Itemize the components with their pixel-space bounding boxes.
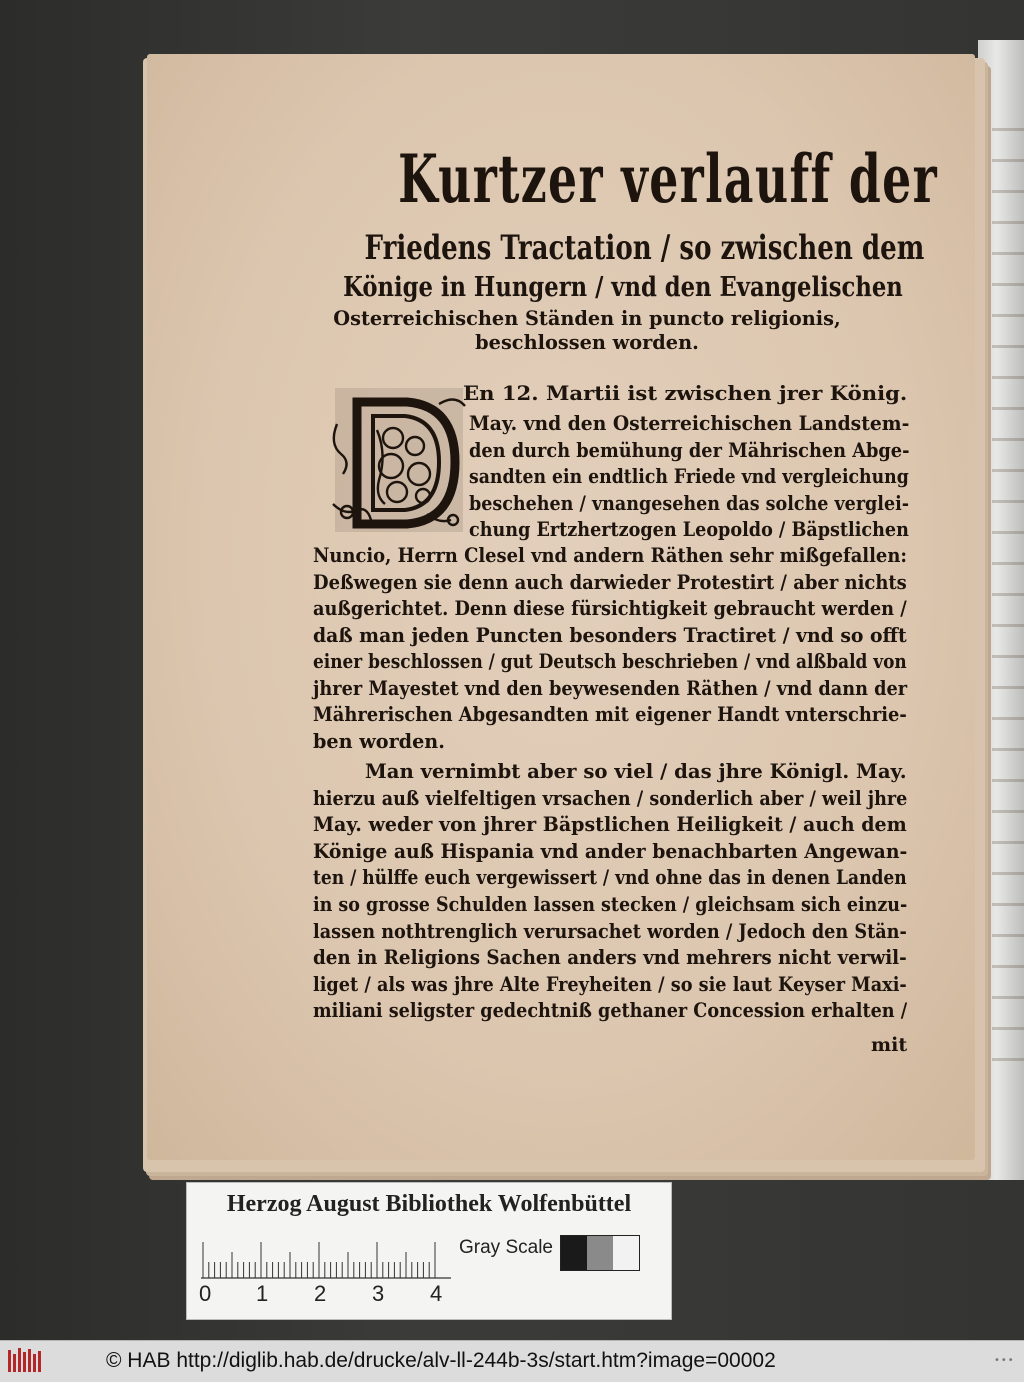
- swatch-white: [613, 1236, 639, 1270]
- gray-scale-swatches: [560, 1235, 640, 1271]
- ruler-number-3: 3: [372, 1281, 385, 1306]
- body-line: den durch bemühung der Mährischen Abge-: [469, 439, 910, 462]
- subtitle-line-2: Könige in Hungern / vnd den Evangelischen: [343, 272, 903, 303]
- catchword: mit: [871, 1034, 908, 1056]
- footer-bar: [0, 1340, 1024, 1382]
- body-line: Nuncio, Herrn Clesel vnd andern Räthen sehr mißgefallen:: [313, 544, 907, 567]
- ruler-number-0: 0: [199, 1281, 212, 1306]
- ruler-number-2: 2: [314, 1281, 327, 1306]
- body-line: außgerichtet. Denn diese fürsichtigkeit gebraucht werden /: [313, 597, 907, 620]
- body-line: beschehen / vnangesehen das solche verglei-: [469, 492, 910, 515]
- body-line: May. weder von jhrer Bäpstlichen Heiligkeit / auch dem: [313, 813, 907, 836]
- body-line: einer beschlossen / gut Deutsch beschrieben / vnd alßbald von: [313, 650, 907, 673]
- subtitle-line-4: beschlossen worden.: [475, 330, 699, 354]
- decorated-initial-d-icon: [327, 384, 471, 536]
- page-print: [147, 54, 975, 1160]
- body-line: miliani seligster gedechtniß gethaner Concession erhalten /: [313, 999, 908, 1022]
- body-line: May. vnd den Osterreichischen Landstem-: [469, 412, 910, 435]
- subtitle-line-1: Friedens Tractation / so zwischen dem: [364, 228, 925, 268]
- ruler-scale-icon: [201, 1239, 451, 1279]
- body-line: ten / hülffe euch vergewissert / vnd ohne das in denen Landen: [313, 866, 907, 889]
- body-line: lassen nothtrenglich verursachet worden / Jedoch den Stän-: [313, 920, 907, 943]
- body-line: En 12. Martii ist zwischen jrer König.: [463, 382, 908, 405]
- gray-scale-label: Gray Scale: [459, 1237, 553, 1258]
- color-calibration-card: [186, 1182, 672, 1320]
- body-line: Mährerischen Abgesandten mit eigener Handt vnterschrie-: [313, 703, 907, 726]
- document-title: Kurtzer verlauff der: [398, 140, 939, 218]
- body-line: liget / als was jhre Alte Freyheiten / so sie laut Keyser Maxi-: [313, 973, 907, 996]
- body-line: Man vernimbt aber so viel / das jhre Königl. May.: [365, 760, 907, 783]
- facing-page-text-edge: [992, 100, 1024, 1080]
- body-line: daß man jeden Puncten besonders Tractiret / vnd so offt: [313, 624, 907, 647]
- printed-page: [147, 54, 975, 1160]
- body-line: hierzu auß vielfeltigen vrsachen / sonderlich aber / weil jhre: [313, 787, 908, 810]
- ruler-number-1: 1: [256, 1281, 269, 1306]
- body-line: ben worden.: [313, 730, 445, 753]
- body-line: Könige auß Hispania vnd ander benachbarten Angewan-: [313, 840, 908, 863]
- footer-copyright-link[interactable]: © HAB http://diglib.hab.de/drucke/alv-ll-244b-3s/start.htm?image=00002: [106, 1349, 776, 1372]
- ruler-number-4: 4: [430, 1281, 443, 1306]
- subtitle-line-3: Osterreichischen Ständen in puncto religionis,: [333, 306, 841, 330]
- body-line: chung Ertzhertzogen Leopoldo / Bäpstlichen: [469, 518, 909, 541]
- body-line: jhrer Mayestet vnd den beywesenden Räthen / vnd dann der: [313, 677, 908, 700]
- body-line: sandten ein endtlich Friede vnd vergleichung: [469, 465, 909, 488]
- institution-name: Herzog August Bibliothek Wolfenbüttel: [226, 1191, 632, 1217]
- footer-dots: •••: [994, 1355, 1015, 1366]
- body-line: in so grosse Schulden lassen stecken / gleichsam sich einzu-: [313, 893, 908, 916]
- body-line: Deßwegen sie denn auch darwieder Protestirt / aber nichts: [313, 571, 907, 594]
- hab-logo-icon: [6, 1346, 46, 1376]
- body-line: den in Religions Sachen anders vnd mehrers nicht verwil-: [313, 946, 907, 969]
- swatch-black: [561, 1236, 587, 1270]
- swatch-gray: [587, 1236, 613, 1270]
